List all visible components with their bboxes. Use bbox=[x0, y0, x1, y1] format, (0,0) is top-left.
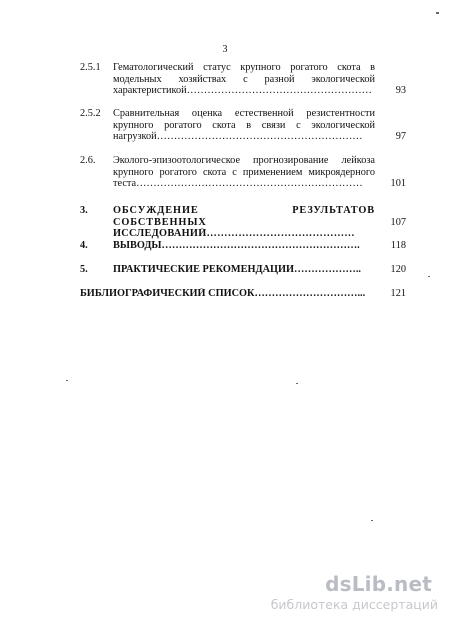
toc-entry-number: 4. bbox=[80, 240, 88, 251]
bibliography-title: БИБЛИОГРАФИЧЕСКИЙ СПИСОК…………………………... bbox=[80, 288, 366, 299]
toc-entry-bibliography bbox=[80, 288, 406, 300]
toc-entry-title bbox=[113, 205, 375, 240]
toc-entry-2-5-2 bbox=[80, 108, 406, 144]
page-number: 3 bbox=[222, 44, 228, 55]
watermark bbox=[248, 572, 438, 612]
watermark-subtitle: библиотека диссертаций bbox=[270, 597, 438, 612]
toc-entry-title bbox=[113, 155, 375, 190]
toc-entry-page: 120 bbox=[390, 264, 406, 275]
toc-entry-2-6 bbox=[80, 155, 406, 191]
scan-speck bbox=[66, 380, 68, 381]
toc-entry-line: Гематологический статус крупного рогатого скота в bbox=[113, 62, 375, 73]
toc-entry-line: ПРАКТИЧЕСКИЕ РЕКОМЕНДАЦИИ……………….. bbox=[113, 264, 361, 275]
toc-entry-line: нагрузкой…………………………………………………… bbox=[113, 131, 363, 143]
toc-entry-3 bbox=[80, 205, 406, 240]
toc-entry-line: ОБСУЖДЕНИЕ РЕЗУЛЬТАТОВ СОБСТВЕННЫХ bbox=[113, 205, 375, 228]
toc-entry-page: 107 bbox=[390, 217, 406, 228]
toc-entry-page: 93 bbox=[395, 85, 406, 96]
scan-speck bbox=[296, 383, 298, 384]
toc-entry-2-5-1 bbox=[80, 62, 406, 98]
toc-entry-line: крупного рогатого скота в связи с экологической bbox=[113, 119, 375, 131]
toc-entry-line: крупного рогатого скота с применением микроядерного bbox=[113, 166, 375, 178]
toc-entry-number: 2.5.1 bbox=[80, 62, 101, 73]
toc-entry-title bbox=[113, 108, 375, 143]
toc-entry-line: Эколого-эпизоотологическое прогнозирование лейкоза bbox=[113, 155, 375, 166]
toc-entry-title bbox=[113, 62, 375, 97]
toc-entry-number: 3. bbox=[80, 205, 88, 216]
toc-entry-page: 121 bbox=[390, 288, 406, 299]
scan-speck bbox=[436, 12, 439, 14]
toc-entry-number: 2.5.2 bbox=[80, 108, 101, 119]
toc-entry-number: 5. bbox=[80, 264, 88, 275]
toc-entry-line: ВЫВОДЫ…………………………………………………. bbox=[113, 240, 360, 251]
toc-entry-line: модельных хозяйствах с разной экологической bbox=[113, 73, 375, 85]
toc-entry-page: 118 bbox=[390, 240, 406, 251]
toc-entry-page: 101 bbox=[390, 178, 406, 189]
toc-entry-line: теста………………………………………………………… bbox=[113, 178, 363, 190]
scan-speck bbox=[428, 276, 430, 277]
toc-entry-title bbox=[113, 240, 375, 252]
toc-entry-title bbox=[113, 264, 375, 276]
toc-entry-line: ИССЛЕДОВАНИЙ…………………………………… bbox=[113, 228, 355, 240]
toc-entry-line: Сравнительная оценка естественной резистентности bbox=[113, 108, 375, 119]
toc-entry-4 bbox=[80, 240, 406, 252]
watermark-logo: dsLib.net bbox=[325, 572, 432, 596]
toc-entry-number: 2.6. bbox=[80, 155, 96, 166]
toc-entry-page: 97 bbox=[395, 131, 406, 142]
scan-speck bbox=[371, 520, 373, 521]
toc-entry-5 bbox=[80, 264, 406, 276]
toc-entry-line: характеристикой……………………………………………… bbox=[113, 85, 372, 97]
